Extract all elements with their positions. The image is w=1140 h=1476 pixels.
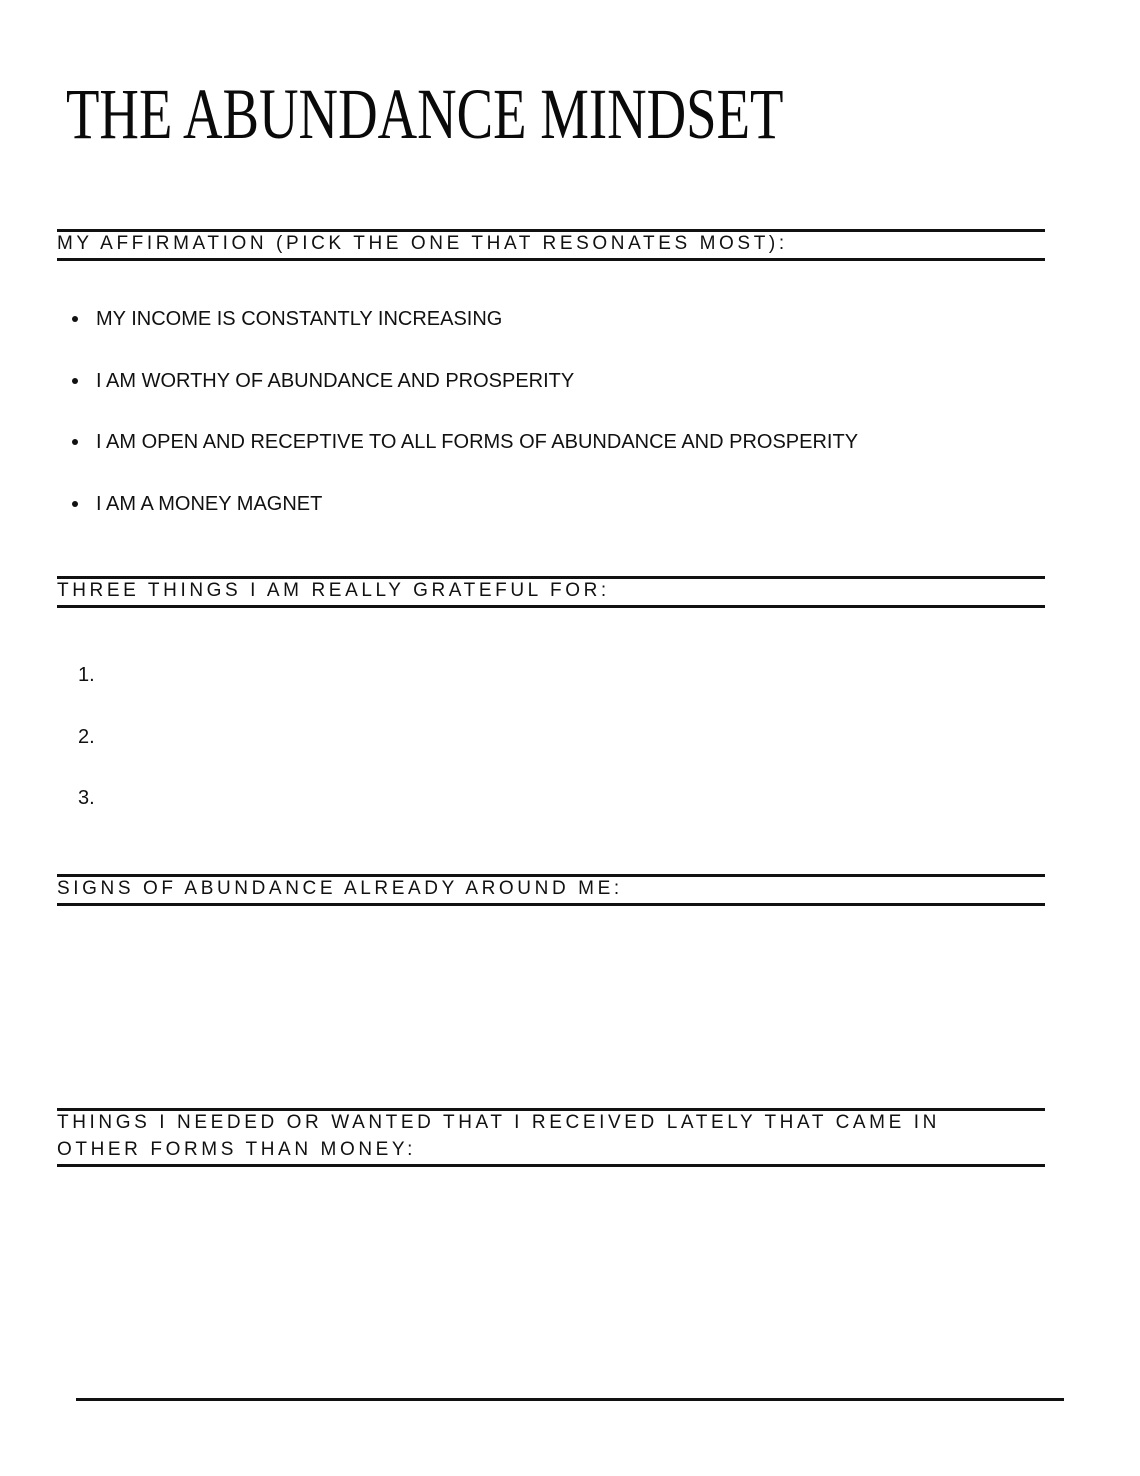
divider	[57, 605, 1045, 608]
affirmation-item: I AM A MONEY MAGNET	[96, 493, 323, 515]
section-heading-grateful: THREE THINGS I AM REALLY GRATEFUL FOR:	[57, 580, 610, 601]
affirmation-item: I AM WORTHY OF ABUNDANCE AND PROSPERITY	[96, 370, 575, 392]
section-heading-received: THINGS I NEEDED OR WANTED THAT I RECEIVED LATELY THAT CAME IN	[57, 1112, 940, 1133]
affirmation-item: I AM OPEN AND RECEPTIVE TO ALL FORMS OF ABUNDANCE AND PROSPERITY	[96, 431, 859, 453]
section-heading-received-line2: OTHER FORMS THAN MONEY:	[57, 1139, 417, 1160]
page-title: THE ABUNDANCE MINDSET	[66, 74, 784, 154]
gratitude-number: 2.	[78, 726, 95, 748]
section-heading-signs: SIGNS OF ABUNDANCE ALREADY AROUND ME:	[57, 878, 623, 899]
affirmation-item: MY INCOME IS CONSTANTLY INCREASING	[96, 308, 503, 330]
divider	[57, 903, 1045, 906]
divider	[57, 1164, 1045, 1167]
bullet-icon	[72, 501, 78, 507]
gratitude-number: 1.	[78, 664, 95, 686]
divider	[57, 258, 1045, 261]
bullet-icon	[72, 316, 78, 322]
bullet-icon	[72, 378, 78, 384]
bottom-divider	[76, 1398, 1064, 1401]
bullet-icon	[72, 439, 78, 445]
gratitude-number: 3.	[78, 787, 95, 809]
section-heading-affirmation: MY AFFIRMATION (PICK THE ONE THAT RESONATES MOST):	[57, 233, 788, 254]
